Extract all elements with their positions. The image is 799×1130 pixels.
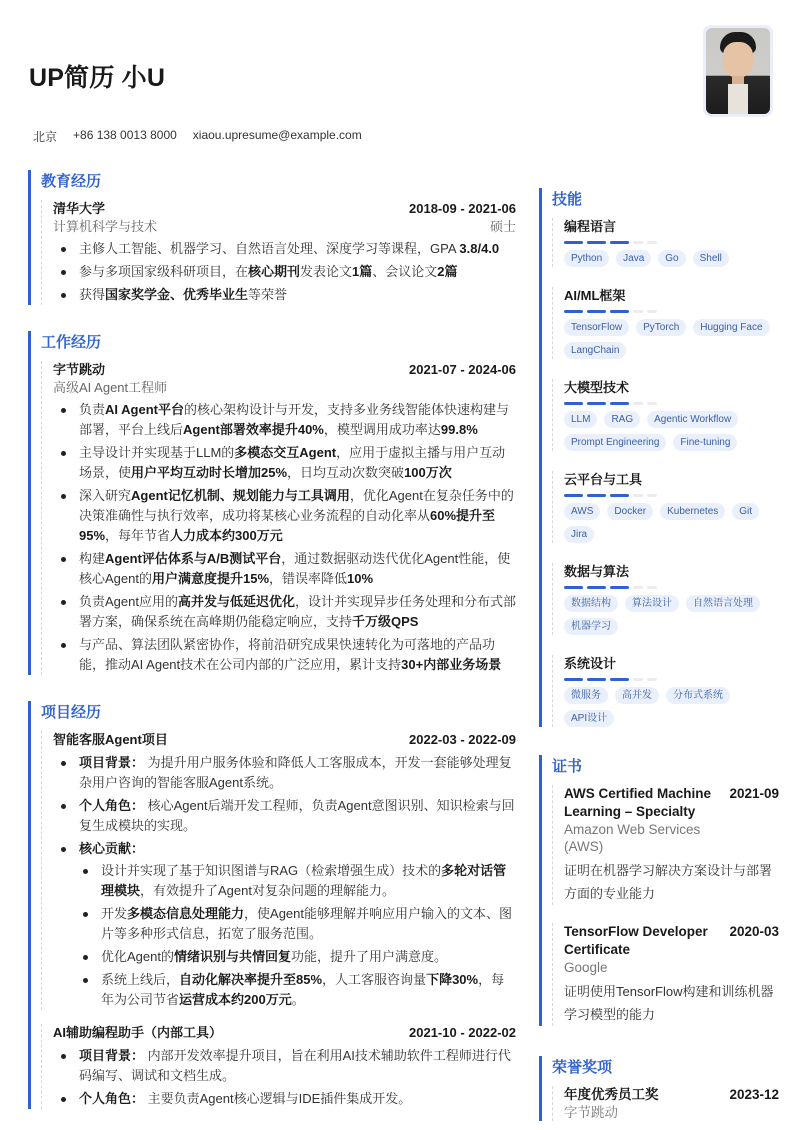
- bullet-item: 获得国家奖学金、优秀毕业生等荣誉: [53, 285, 516, 305]
- project-entry: [41, 731, 516, 1010]
- skill-tag: RAG: [604, 411, 640, 428]
- skill-level-bar: [564, 402, 779, 405]
- certificate-description: 证明在机器学习解决方案设计与部署方面的专业能力: [564, 863, 773, 901]
- skill-group-title: 编程语言: [564, 219, 617, 234]
- location: 北京: [33, 130, 58, 144]
- email: xiaou.upresume@example.com: [192, 128, 362, 142]
- section-work: [28, 331, 516, 675]
- bullet-item: 构建Agent评估体系与A/B测试平台，通过数据驱动迭代优化Agent性能，使核心Agent的用户满意度提升15%，错误率降低10%: [53, 549, 516, 589]
- skill-group-title: 系统设计: [564, 656, 617, 671]
- contribution-list: [79, 861, 516, 1010]
- skill-tag: Java: [616, 250, 651, 267]
- bullet-list: [53, 400, 516, 675]
- dates: 2021-07 - 2024-06: [409, 362, 516, 377]
- bullet-item: 深入研究Agent记忆机制、规划能力与工具调用，优化Agent在复杂任务中的决策准确性与执行效率，成功将某核心业务流程的自动化率从60%提升至95%，每年节省人力成本约300万元: [53, 486, 516, 546]
- bullet-item: 负责AI Agent平台的核心架构设计与开发，支持多业务线智能体快速构建与部署，平台上线后Agent部署效率提升40%，模型调用成功率达99.8%: [53, 400, 516, 440]
- skill-group-title: AI/ML框架: [564, 288, 626, 303]
- skill-tag: 高并发: [615, 687, 659, 704]
- certificate-name: TensorFlow Developer Certificate: [564, 924, 708, 957]
- section-title: 教育经历: [41, 173, 102, 190]
- skill-tag: Docker: [607, 503, 653, 520]
- section-title: 技能: [552, 191, 583, 208]
- project-background: 项目背景： 内部开发效率提升项目，旨在利用AI技术辅助软件工程师进行代码编写、调试和文档生成。: [53, 1046, 516, 1086]
- skill-group: [552, 563, 779, 635]
- skill-level-bar: [564, 494, 779, 497]
- section-title: 证书: [552, 758, 583, 775]
- job-title: 高级AI Agent工程师: [53, 380, 168, 395]
- project-role: 个人角色： 核心Agent后端开发工程师，负责Agent意图识别、知识检索与回复生成模块的实现。: [53, 796, 516, 836]
- honor-issuer: 字节跳动: [564, 1105, 618, 1120]
- skill-tag: Git: [732, 503, 759, 520]
- skill-tag: Agentic Workflow: [647, 411, 738, 428]
- certificate-list: [552, 785, 779, 1026]
- project-contributions: 核心贡献： 设计并实现了基于知识图谱与RAG（检索增强生成）技术的多轮对话管理模块，有效提升了Agent对复杂问题的理解能力。 开发多模态信息处理能力，使Agent能够理解并响应用户输入的文本、图片等多种形式信息，拓宽了服务范围。 优化Agent的情绪识别与共情回复功能，提升了用户满意度。 系统上线后，自动化解决率提升至85%，人工客服咨询量下降30%，每年为公司节省运营成本约200万元。: [53, 839, 516, 1010]
- section-certificates: [539, 755, 779, 1026]
- skill-tag: 分布式系统: [666, 687, 730, 704]
- contact-info: [33, 128, 362, 145]
- work-entry: [41, 361, 516, 675]
- avatar: [703, 25, 773, 117]
- skill-tag: 机器学习: [564, 618, 618, 635]
- candidate-name: UP简历 小U: [29, 64, 166, 92]
- skill-tag: Kubernetes: [660, 503, 725, 520]
- section-honors: [539, 1056, 779, 1121]
- section-title: 工作经历: [41, 334, 102, 351]
- honor-entry: [552, 1086, 779, 1121]
- bullet-item: 主导设计并实现基于LLM的多模态交互Agent，应用于虚拟主播与用户互动场景，使用户平均互动时长增加25%，日均互动次数突破100万次: [53, 443, 516, 483]
- honor-name: 年度优秀员工奖: [564, 1087, 659, 1102]
- certificate-issuer: Google: [564, 960, 608, 975]
- certificate-date: 2020-03: [729, 924, 779, 939]
- skill-tag: LangChain: [564, 342, 626, 359]
- skill-group-title: 数据与算法: [564, 564, 630, 579]
- skill-tag: 算法设计: [625, 595, 679, 612]
- resume-header: [0, 0, 799, 160]
- project-name: 智能客服Agent项目: [53, 732, 168, 747]
- dates: 2022-03 - 2022-09: [409, 732, 516, 747]
- section-title: 项目经历: [41, 704, 102, 721]
- skill-group: [552, 655, 779, 727]
- certificate-entry: [552, 923, 779, 1026]
- certificate-issuer: Amazon Web Services (AWS): [564, 822, 701, 854]
- project-name: AI辅助编程助手（内部工具）: [53, 1025, 223, 1040]
- skill-group: [552, 379, 779, 451]
- section-projects: [28, 701, 516, 1109]
- certificate-entry: [552, 785, 779, 905]
- skill-tag: Shell: [693, 250, 729, 267]
- skill-group-title: 云平台与工具: [564, 472, 643, 487]
- certificate-description: 证明使用TensorFlow构建和训练机器学习模型的能力: [564, 984, 774, 1022]
- skill-group-title: 大模型技术: [564, 380, 630, 395]
- school-name: 清华大学: [53, 201, 106, 216]
- skill-level-bar: [564, 678, 779, 681]
- honor-list: [552, 1086, 779, 1121]
- skill-tag: Go: [658, 250, 685, 267]
- skill-tag: Prompt Engineering: [564, 434, 666, 451]
- skill-tag: 微服务: [564, 687, 608, 704]
- honor-date: 2023-12: [729, 1087, 779, 1102]
- skill-groups: [552, 218, 779, 727]
- skill-tag: Jira: [564, 526, 594, 543]
- skill-tag: Fine-tuning: [673, 434, 737, 451]
- section-title: 荣誉奖项: [552, 1059, 613, 1076]
- skill-tag: LLM: [564, 411, 597, 428]
- company-name: 字节跳动: [53, 362, 106, 377]
- skill-level-bar: [564, 310, 779, 313]
- avatar-photo-icon: [706, 28, 770, 114]
- section-education: [28, 170, 516, 305]
- skill-level-bar: [564, 241, 779, 244]
- skill-level-bar: [564, 586, 779, 589]
- bullet-item: 优化Agent的情绪识别与共情回复功能，提升了用户满意度。: [79, 947, 516, 967]
- side-column: [539, 188, 779, 1130]
- education-entry: [41, 200, 516, 305]
- project-background: 项目背景： 为提升用户服务体验和降低人工客服成本，开发一套能够处理复杂用户咨询的智能客服Agent系统。: [53, 753, 516, 793]
- skill-tag: 自然语言处理: [686, 595, 760, 612]
- project-role: 个人角色： 主要负责Agent核心逻辑与IDE插件集成开发。: [53, 1089, 516, 1109]
- bullet-item: 与产品、算法团队紧密协作，将前沿研究成果快速转化为可落地的产品功能，推动AI Agent技术在公司内部的广泛应用，累计支持30+内部业务场景: [53, 635, 516, 675]
- bullet-item: 主修人工智能、机器学习、自然语言处理、深度学习等课程，GPA 3.8/4.0: [53, 239, 516, 259]
- skill-tag: AWS: [564, 503, 600, 520]
- skill-tag: 数据结构: [564, 595, 618, 612]
- bullet-item: 负责Agent应用的高并发与低延迟优化，设计并实现异步任务处理和分布式部署方案，确保系统在高峰期仍能稳定响应，支持千万级QPS: [53, 592, 516, 632]
- skill-tag: TensorFlow: [564, 319, 629, 336]
- skill-group: [552, 218, 779, 267]
- project-entry: [41, 1024, 516, 1109]
- bullet-item: 系统上线后，自动化解决率提升至85%，人工客服咨询量下降30%，每年为公司节省运营成本约200万元。: [79, 970, 516, 1010]
- bullet-item: 参与多项国家级科研项目，在核心期刊发表论文1篇、会议论文2篇: [53, 262, 516, 282]
- dates: 2018-09 - 2021-06: [409, 201, 516, 216]
- main-column: [28, 170, 516, 1130]
- certificate-date: 2021-09: [729, 786, 779, 801]
- dates: 2021-10 - 2022-02: [409, 1025, 516, 1040]
- degree: 硕士: [489, 219, 516, 234]
- section-skills: [539, 188, 779, 727]
- bullet-item: 设计并实现了基于知识图谱与RAG（检索增强生成）技术的多轮对话管理模块，有效提升了Agent对复杂问题的理解能力。: [79, 861, 516, 901]
- skill-tag: PyTorch: [636, 319, 686, 336]
- certificate-name: AWS Certified Machine Learning – Specialty: [564, 786, 712, 819]
- bullet-list: [53, 239, 516, 305]
- bullet-item: 开发多模态信息处理能力，使Agent能够理解并响应用户输入的文本、图片等多种形式信息，拓宽了服务范围。: [79, 904, 516, 944]
- skill-tag: API设计: [564, 710, 614, 727]
- phone: +86 138 0013 8000: [73, 128, 177, 142]
- major: 计算机科学与技术: [53, 219, 158, 234]
- skill-tag: Python: [564, 250, 609, 267]
- skill-tag: Hugging Face: [693, 319, 769, 336]
- skill-group: [552, 471, 779, 543]
- skill-group: [552, 287, 779, 359]
